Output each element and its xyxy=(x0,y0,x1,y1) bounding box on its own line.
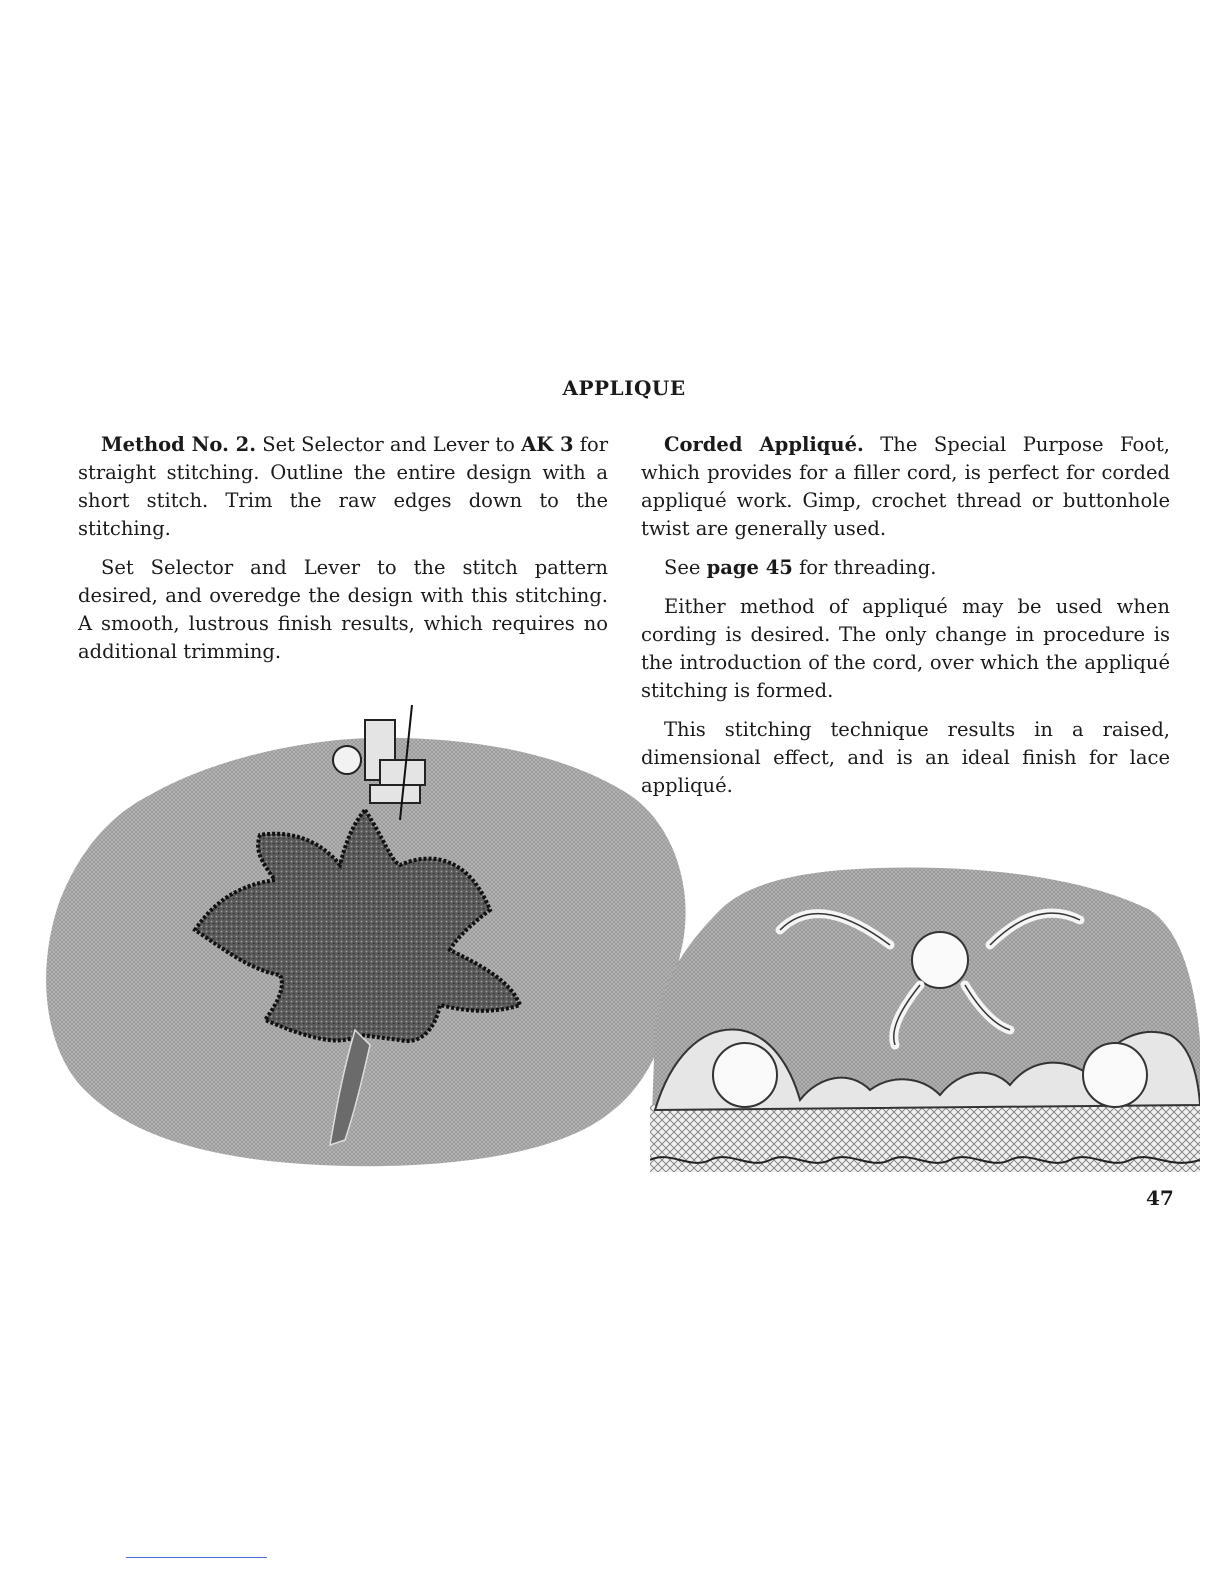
threading-text-a: See xyxy=(664,556,707,579)
overedge-paragraph: Set Selector and Lever to the stitch pattern desired, and overedge the design with this stitching. A smooth, lustrous finish results, which requires no additional trimming. xyxy=(78,556,608,663)
threading-reference-paragraph xyxy=(641,554,1170,582)
method-2-heading: Method No. 2. xyxy=(101,433,257,456)
right-column xyxy=(641,431,1170,811)
page-title: APPLIQUE xyxy=(562,376,686,400)
threading-text-b: for threading. xyxy=(792,556,937,579)
corded-applique-heading: Corded Appliqué. xyxy=(664,433,864,456)
method-2-text-b: for straight stitching. Outline the entire design with a short stitch. Trim the raw edges down to the stitching. xyxy=(78,433,609,540)
technique-result-paragraph: This stitching technique results in a raised, dimensional effect, and is an ideal finish for lace appliqué. xyxy=(641,718,1170,797)
method-2-paragraph xyxy=(78,431,608,543)
footer-rule xyxy=(126,1557,267,1558)
page-number: 47 xyxy=(1146,1186,1174,1210)
corded-applique-text: The Special Purpose Foot, which provides for a filler cord, is perfect for corded appliqué work. Gimp, crochet thread or buttonhole twist are generally used. xyxy=(641,433,1170,540)
lace-applique-illustration xyxy=(650,860,1200,1172)
corded-applique-paragraph xyxy=(641,431,1170,543)
page-45-reference: page 45 xyxy=(706,556,793,579)
leaf-applique-illustration xyxy=(40,700,690,1170)
cording-method-paragraph: Either method of appliqué may be used when cording is desired. The only change in procedure is the introduction of the cord, over which the appliqué stitching is formed. xyxy=(641,595,1170,702)
left-column xyxy=(78,431,608,677)
ak3-setting: AK 3 xyxy=(521,433,574,456)
method-2-text-a: Set Selector and Lever to xyxy=(256,433,522,456)
